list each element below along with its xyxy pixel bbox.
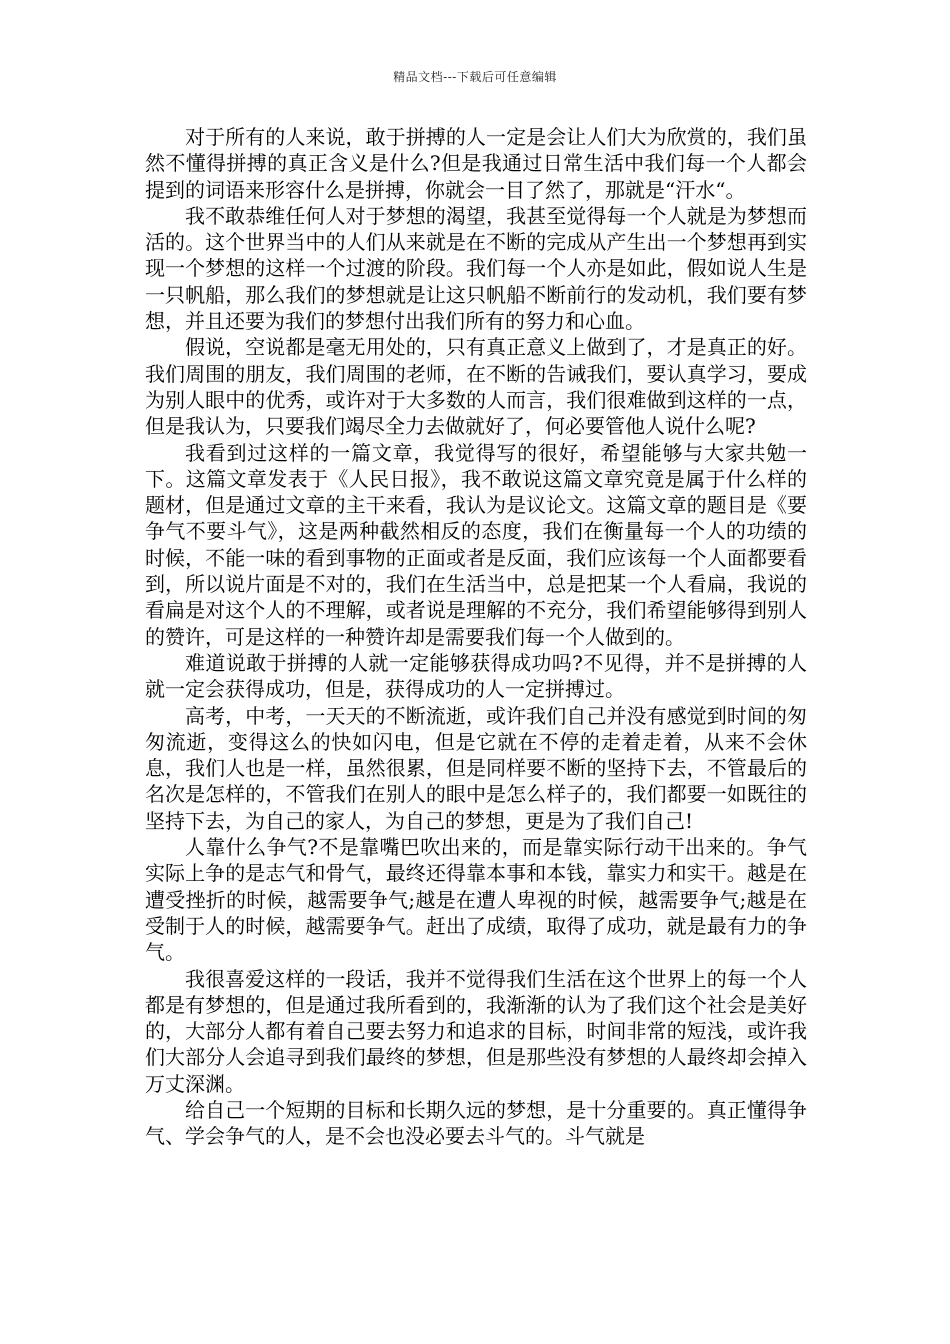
paragraph: 高考，中考，一天天的不断流逝，或许我们自己并没有感觉到时间的匆匆流逝，变得这么的快如闪电，但是它就在不停的走着走着，从来不会休息，我们人也是一样，虽然很累，但是同样要不断的坚持下去，不管最后的名次是怎样的，不管我们在别人的眼中是怎么样子的，我们都要一如既往的坚持下去，为自己的家人，为自己的梦想，更是为了我们自己!: [145, 703, 807, 833]
paragraph: 我很喜爱这样的一段话，我并不觉得我们生活在这个世界上的每一个人都是有梦想的，但是通过我所看到的，我渐渐的认为了我们这个社会是美好的，大部分人都有着自己要去努力和追求的目标，时间非常的短浅，或许我们大部分人会追寻到我们最终的梦想，但是那些没有梦想的人最终却会掉入万丈深渊。: [145, 966, 807, 1096]
paragraph: 给自己一个短期的目标和长期久远的梦想，是十分重要的。真正懂得争气、学会争气的人，是不会也没必要去斗气的。斗气就是: [145, 1097, 807, 1149]
paragraph: 我不敢恭维任何人对于梦想的渴望，我甚至觉得每一个人就是为梦想而活的。这个世界当中的人们从来就是在不断的完成从产生出一个梦想再到实现一个梦想的这样一个过渡的阶段。我们每一个人亦是如此，假如说人生是一只帆船，那么我们的梦想就是让这只帆船不断前行的发动机，我们要有梦想，并且还要为我们的梦想付出我们所有的努力和心血。: [145, 203, 807, 334]
paragraph: 对于所有的人来说，敢于拼搏的人一定是会让人们大为欣赏的，我们虽然不懂得拼搏的真正含义是什么?但是我通过日常生活中我们每一个人都会提到的词语来形容什么是拼搏，你就会一目了然了，那就是“汗水“。: [145, 125, 807, 202]
paragraph: 假说，空说都是毫无用处的，只有真正意义上做到了，才是真正的好。我们周围的朋友，我们周围的老师，在不断的告诫我们，要认真学习，要成为别人眼中的优秀，或许对于大多数的人而言，我们很难做到这样的一点，但是我认为，只要我们竭尽全力去做就好了，何必要管他人说什么呢?: [145, 335, 807, 439]
paragraph: 难道说敢于拼搏的人就一定能够获得成功吗?不见得，并不是拼搏的人就一定会获得成功，但是，获得成功的人一定拼搏过。: [145, 650, 807, 702]
paragraph: 我看到过这样的一篇文章，我觉得写的很好，希望能够与大家共勉一下。这篇文章发表于《人民日报》，我不敢说这篇文章究竟是属于什么样的题材，但是通过文章的主干来看，我认为是议论文。这篇文章的题目是《要争气不要斗气》，这是两种截然相反的态度，我们在衡量每一个人的功绩的时候，不能一味的看到事物的正面或者是反面，我们应该每一个人面都要看到，所以说片面是不对的，我们在生活当中，总是把某一个人看扁，我说的看扁是对这个人的不理解，或者说是理解的不充分，我们希望能够得到别人的赞许，可是这样的一种赞许却是需要我们每一个人做到的。: [145, 440, 807, 649]
paragraph: 人靠什么争气?不是靠嘴巴吹出来的，而是靠实际行动干出来的。争气实际上争的是志气和骨气，最终还得靠本事和本钱，靠实力和实干。越是在遭受挫折的时候，越需要争气;越是在遭人卑视的时候，越需要争气;越是在受制于人的时候，越需要争气。赶出了成绩，取得了成功，就是最有力的争气。: [145, 835, 807, 965]
document-body: [145, 124, 807, 1150]
page-header: 精品文档---下载后可任意编辑: [393, 70, 557, 84]
